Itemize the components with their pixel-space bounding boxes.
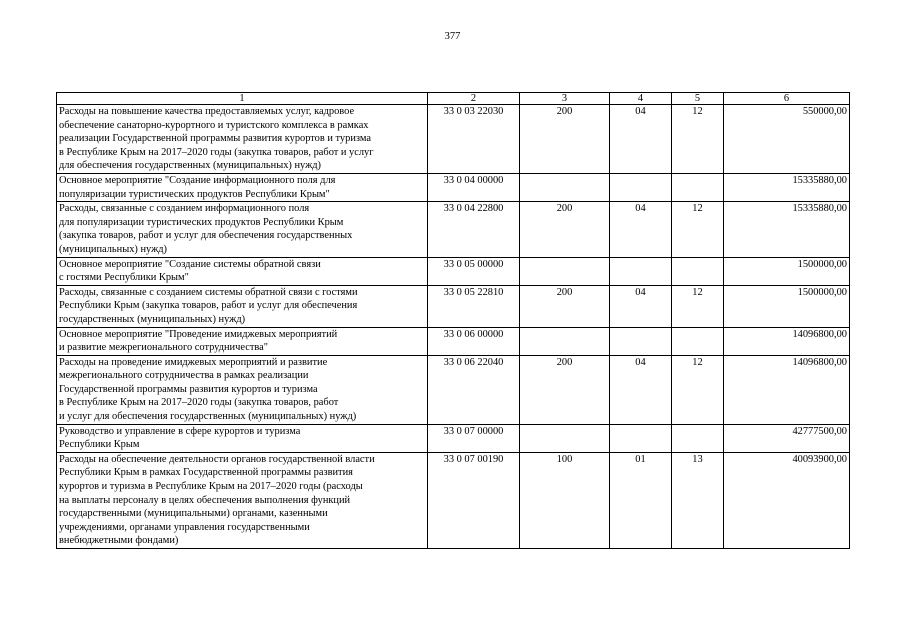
budget-table: [56, 92, 850, 549]
column-header: 2: [428, 93, 520, 105]
table-row: [57, 173, 850, 201]
target-code: 33 0 05 22810: [428, 285, 520, 327]
subsection: 12: [672, 285, 724, 327]
expense-name: Расходы на повышение качества предоставляемых услуг, кадровое обеспечение санаторно-курортного и туристского комплекса в рамках реализации Государственной программы развития курортов и туризма в Республике Крым на 2017–2020 годы (закупка товаров, работ и услуг для обеспечения государственных (муниципальных) нужд): [57, 105, 428, 174]
section: 01: [610, 452, 672, 548]
table-row: [57, 452, 850, 548]
section: [610, 257, 672, 285]
section: [610, 173, 672, 201]
subsection: [672, 173, 724, 201]
expense-type: [520, 424, 610, 452]
expense-name: Расходы, связанные с созданием системы обратной связи с гостями Республики Крым (закупка товаров, работ и услуг для обеспечения государственных (муниципальных) нужд): [57, 285, 428, 327]
expense-type: [520, 327, 610, 355]
target-code: 33 0 04 00000: [428, 173, 520, 201]
table-row: [57, 285, 850, 327]
expense-type: 200: [520, 202, 610, 257]
column-header: 3: [520, 93, 610, 105]
expense-type: [520, 173, 610, 201]
expense-name: Основное мероприятие "Проведение имиджевых мероприятий и развитие межрегионального сотрудничества": [57, 327, 428, 355]
section: [610, 424, 672, 452]
expense-name: Руководство и управление в сфере курортов и туризма Республики Крым: [57, 424, 428, 452]
amount: 14096800,00: [724, 355, 850, 424]
amount: 550000,00: [724, 105, 850, 174]
section: [610, 327, 672, 355]
section: 04: [610, 285, 672, 327]
table-row: [57, 424, 850, 452]
section: 04: [610, 202, 672, 257]
target-code: 33 0 06 22040: [428, 355, 520, 424]
section: 04: [610, 105, 672, 174]
target-code: 33 0 06 00000: [428, 327, 520, 355]
expense-name: Основное мероприятие "Создание системы обратной связи с гостями Республики Крым": [57, 257, 428, 285]
subsection: 12: [672, 202, 724, 257]
target-code: 33 0 05 00000: [428, 257, 520, 285]
amount: 15335880,00: [724, 173, 850, 201]
amount: 15335880,00: [724, 202, 850, 257]
amount: 1500000,00: [724, 285, 850, 327]
target-code: 33 0 03 22030: [428, 105, 520, 174]
subsection: [672, 424, 724, 452]
table-row: [57, 355, 850, 424]
table-row: [57, 202, 850, 257]
column-header: 5: [672, 93, 724, 105]
section: 04: [610, 355, 672, 424]
amount: 1500000,00: [724, 257, 850, 285]
target-code: 33 0 07 00000: [428, 424, 520, 452]
subsection: 12: [672, 355, 724, 424]
subsection: 13: [672, 452, 724, 548]
expense-name: Расходы на обеспечение деятельности органов государственной власти Республики Крым в рамках Государственной программы развития курортов и туризма в Республике Крым на 2017–2020 годы (расходы на выплаты персоналу в целях обеспечения выполнения функций государственными (муниципальными) органами, казенными учреждениями, органами управления государственными внебюджетными фондами): [57, 452, 428, 548]
expense-name: Расходы на проведение имиджевых мероприятий и развитие межрегионального сотрудничества в рамках реализации Государственной программы развития курортов и туризма в Республике Крым на 2017–2020 годы (закупка товаров, работ и услуг для обеспечения государственных (муниципальных) нужд): [57, 355, 428, 424]
column-header: 4: [610, 93, 672, 105]
table-row: [57, 257, 850, 285]
column-header: 6: [724, 93, 850, 105]
expense-type: 200: [520, 285, 610, 327]
amount: 42777500,00: [724, 424, 850, 452]
table-header-row: [57, 93, 850, 105]
target-code: 33 0 04 22800: [428, 202, 520, 257]
subsection: [672, 257, 724, 285]
subsection: 12: [672, 105, 724, 174]
amount: 40093900,00: [724, 452, 850, 548]
target-code: 33 0 07 00190: [428, 452, 520, 548]
expense-type: 200: [520, 105, 610, 174]
expense-type: 200: [520, 355, 610, 424]
expense-name: Расходы, связанные с созданием информационного поля для популяризации туристических продуктов Республики Крым (закупка товаров, работ и услуг для обеспечения государственных (муниципальных) нужд): [57, 202, 428, 257]
page-number: 377: [444, 31, 461, 42]
table-row: [57, 327, 850, 355]
amount: 14096800,00: [724, 327, 850, 355]
expense-type: [520, 257, 610, 285]
subsection: [672, 327, 724, 355]
column-header: 1: [57, 93, 428, 105]
expense-type: 100: [520, 452, 610, 548]
expense-name: Основное мероприятие "Создание информационного поля для популяризации туристических продуктов Республики Крым": [57, 173, 428, 201]
table-row: [57, 105, 850, 174]
